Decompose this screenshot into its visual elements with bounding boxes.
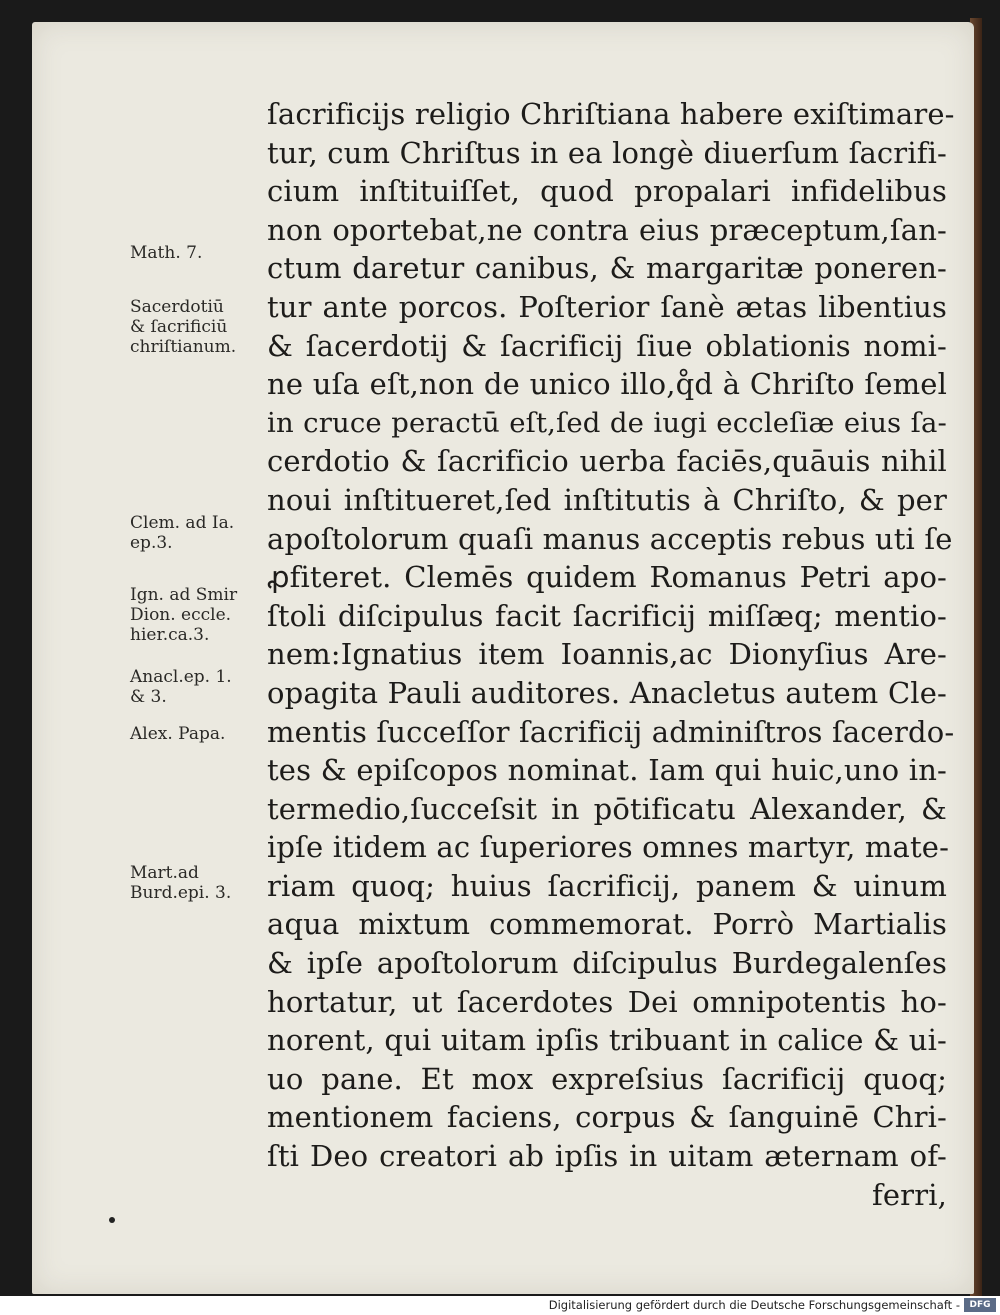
margin-note-line: Math. 7. xyxy=(130,243,203,263)
margin-note-line: Burd.epi. 3. xyxy=(130,883,232,903)
ink-dot xyxy=(109,1217,115,1223)
text-line: ſacrificijs religio Chriſtiana habere exiſtimare- xyxy=(267,97,955,131)
margin-note-anacletus xyxy=(130,667,266,707)
main-text-block xyxy=(267,95,955,1214)
text-line: noui inſtitueret,ſed inſtitutis à Chriſto, & per xyxy=(267,482,947,517)
text-line: ꝓfiteret. Clemēs quidem Romanus Petri apo- xyxy=(267,560,947,595)
margin-note-line: Clem. ad Ia. xyxy=(130,513,235,533)
margin-note-line: & ſacrificiū xyxy=(130,317,228,337)
margin-note-line: Ign. ad Smir xyxy=(130,585,238,605)
footer-text: Digitalisierung gefördert durch die Deutsche Forschungsgemeinschaft - xyxy=(548,1298,960,1312)
text-line: termedio,ſucceſsit in pōtificatu Alexander, & xyxy=(267,791,947,826)
text-line: & ſacerdotij & ſacrificij ſiue oblationis nomi- xyxy=(267,328,947,363)
margin-note-alexander xyxy=(130,724,266,744)
text-line: ſtoli diſcipulus facit ſacrificij miſſæq; mentio- xyxy=(267,598,947,633)
dfg-logo: DFG xyxy=(964,1298,996,1312)
margin-note-line: & 3. xyxy=(130,687,167,707)
margin-note-line: chriſtianum. xyxy=(130,337,237,357)
margin-note-line: Dion. eccle. xyxy=(130,605,232,625)
margin-note-martialis xyxy=(130,863,266,903)
margin-note-line: ep.3. xyxy=(130,533,173,553)
text-line: aqua mixtum commemorat. Porrò Martialis xyxy=(267,907,947,942)
margin-note-line: Mart.ad xyxy=(130,863,199,883)
margin-note-ignatius xyxy=(130,585,266,645)
text-line: mentionem faciens, corpus & ſanguinē Chri- xyxy=(267,1100,947,1135)
text-line: uo pane. Et mox expreſsius ſacrificij quoq; xyxy=(267,1061,947,1096)
text-line: norent, qui uitam ipſis tribuant in calice & ui- xyxy=(267,1023,947,1058)
margin-note-clemens xyxy=(130,513,266,553)
text-line: non oportebat,ne contra eius præceptum,ſan- xyxy=(267,212,947,247)
margin-note-line: Sacerdotiū xyxy=(130,297,224,317)
digitization-footer xyxy=(0,1296,1000,1315)
text-line: riam quoq; huius ſacrificij, panem & uinum xyxy=(267,868,947,903)
text-line: tur, cum Chriſtus in ea longè diuerſum ſacrifi- xyxy=(267,135,947,170)
text-line: nem:Ignatius item Ioannis,ac Dionyſius Are- xyxy=(267,637,947,672)
margin-note-math xyxy=(130,243,266,263)
margin-note-line: Anacl.ep. 1. xyxy=(130,667,232,687)
text-line: opagita Pauli auditores. Anacletus autem Cle- xyxy=(267,675,947,710)
text-line: ferri, xyxy=(871,1177,947,1212)
text-line: ipſe itidem ac ſuperiores omnes martyr, mate- xyxy=(267,830,950,865)
text-line: hortatur, ut ſacerdotes Dei omnipotentis ho- xyxy=(267,984,947,1019)
text-line: in cruce peractū eſt,ſed de iugi eccleſiæ eius ſa- xyxy=(267,406,947,439)
text-line: cium inſtituiſſet, quod propalari infidelibus xyxy=(267,174,947,209)
margin-note-line: Alex. Papa. xyxy=(130,724,226,744)
text-line: tes & epiſcopos nominat. Iam qui huic,uno in- xyxy=(267,753,947,788)
text-line: & ipſe apoſtolorum diſcipulus Burdegalenſes xyxy=(267,946,947,981)
text-line: ne uſa eſt,non de unico illo,q̊d à Chriſto ſemel xyxy=(267,367,947,402)
text-line: tur ante porcos. Poſterior ſanè ætas libentius xyxy=(267,289,947,324)
text-line: apoſtolorum quaſi manus acceptis rebus uti ſe xyxy=(267,521,953,556)
text-line: mentis ſucceſſor ſacrificij adminiſtros ſacerdo- xyxy=(267,714,955,749)
margin-note-line: hier.ca.3. xyxy=(130,625,210,645)
text-line: cerdotio & ſacrificio uerba faciēs,quāuis nihil xyxy=(267,444,947,479)
text-line: ctum daretur canibus, & margaritæ poneren- xyxy=(267,251,947,286)
text-line: ſti Deo creatori ab ipſis in uitam æternam of- xyxy=(267,1139,947,1174)
margin-note-sacerdotium xyxy=(130,297,266,357)
